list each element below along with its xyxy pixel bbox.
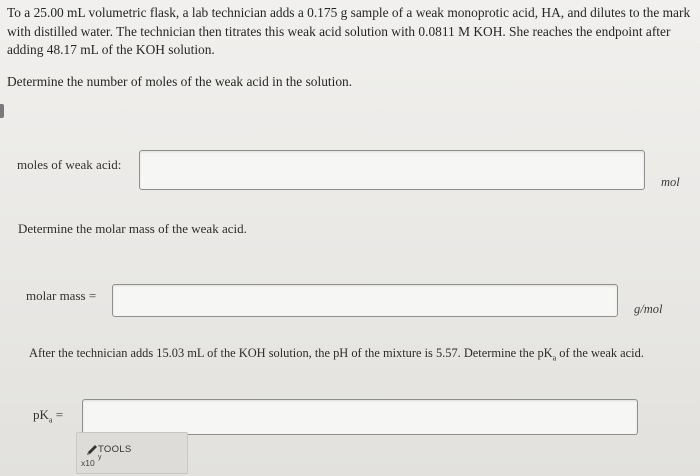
problem-line-1: To a 25.00 mL volumetric flask, a lab technician adds a 0.175 g sample of a weak monoprotic acid, HA, and dilutes to the mark — [7, 5, 691, 20]
pka-label: $pK_a$ = — [33, 407, 64, 425]
tools-multiplier: x10 — [81, 458, 95, 468]
problem-line-2: with distilled water. The technician then titrates this weak acid solution with 0.0811 M KOH. She reaches the endpoint after — [7, 23, 671, 39]
pencil-icon — [85, 443, 99, 457]
question-molar-mass: Determine the molar mass of the weak acid. — [18, 221, 247, 236]
pka-input[interactable] — [82, 399, 638, 435]
tools-button[interactable] — [76, 432, 188, 474]
tools-label: TOOLS — [98, 444, 132, 455]
molar-mass-input[interactable] — [112, 284, 618, 317]
tools-sub: y — [98, 454, 102, 461]
question-pka: After the technician adds 15.03 mL of the KOH solution, the pH of the mixture is 5.57. Determine the $pK_a$ of the weak acid. — [29, 346, 644, 363]
scroll-marker — [0, 104, 4, 118]
molar-mass-label: molar mass = — [26, 288, 97, 303]
problem-statement — [7, 4, 697, 91]
question-moles: Determine the number of moles of the weak acid in the solution. — [7, 73, 353, 89]
problem-line-3: adding 48.17 mL of the KOH solution. — [7, 42, 215, 57]
moles-input[interactable] — [139, 150, 645, 190]
moles-label: moles of weak acid: — [17, 157, 122, 172]
moles-unit: mol — [661, 175, 680, 189]
molar-mass-unit: g/mol — [634, 302, 663, 316]
